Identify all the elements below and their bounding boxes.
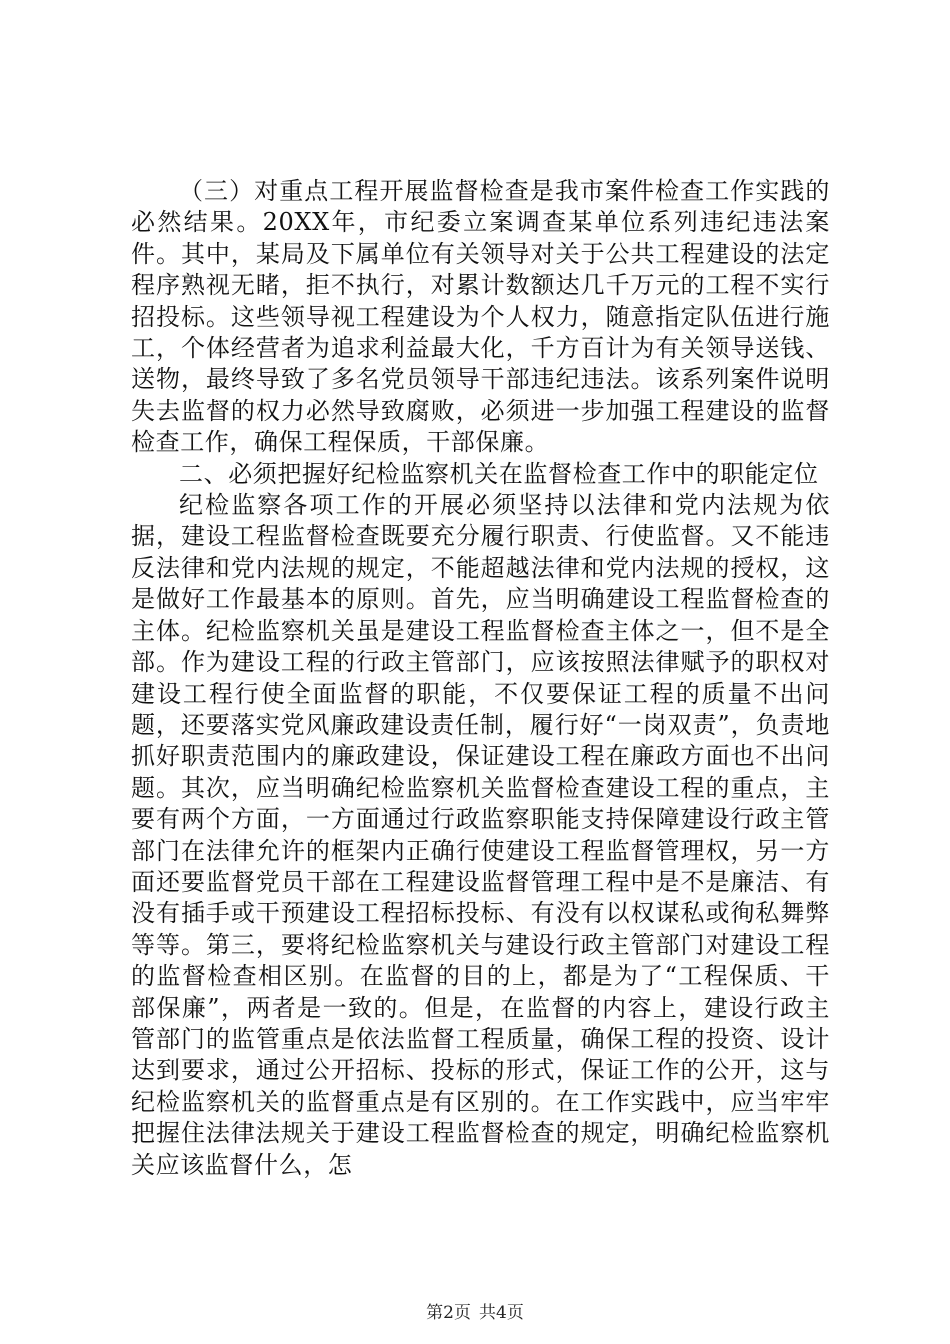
paragraph-1: （三）对重点工程开展监督检查是我市案件检查工作实践的必然结果。20XX年，市纪委立案调查某单位系列违纪违法案件。其中，某局及下属单位有关领导对关于公共工程建设的法定程序熟视无睹，拒不执行，对累计数额达几千万元的工程不实行招投标。这些领导视工程建设为个人权力，随意指定队伍进行施工，个体经营者为追求利益最大化，千方百计为有关领导送钱、送物，最终导致了多名党员领导干部违纪违法。该系列案件说明失去监督的权力必然导致腐败，必须进一步加强工程建设的监督检查工作，确保工程保质，干部保廉。: [131, 177, 830, 457]
page-number: 第2页: [426, 1303, 471, 1323]
paragraph-3: 纪检监察各项工作的开展必须坚持以法律和党内法规为依据，建设工程监督检查既要充分履行职责、行使监督。又不能违反法律和党内法规的规定，不能超越法律和党内法规的授权，这是做好工作最基本的原则。首先，应当明确建设工程监督检查的主体。纪检监察机关虽是建设工程监督检查主体之一，但不是全部。作为建设工程的行政主管部门，应该按照法律赋予的职权对建设工程行使全面监督的职能，不仅要保证工程的质量不出问题，还要落实党风廉政建设责任制，履行好“一岗双责”，负责地抓好职责范围内的廉政建设，保证建设工程在廉政方面也不出问题。其次，应当明确纪检监察机关监督检查建设工程的重点，主要有两个方面，一方面通过行政监察职能支持保障建设行政主管部门在法律允许的框架内正确行使建设工程监督管理权，另一方面还要监督党员干部在工程建设监督管理工程中是不是廉洁、有没有插手或干预建设工程招标投标、有没有以权谋私或徇私舞弊等等。第三，要将纪检监察机关与建设行政主管部门对建设工程的监督检查相区别。在监督的目的上，都是为了“工程保质、干部保廉”，两者是一致的。但是，在监督的内容上，建设行政主管部门的监管重点是依法监督工程质量，确保工程的投资、设计达到要求，通过公开招标、投标的形式，保证工作的公开，这与纪检监察机关的监督重点是有区别的。在工作实践中，应当牢牢把握住法律法规关于建设工程监督检查的规定，明确纪检监察机关应该监督什么，怎: [131, 491, 830, 1179]
document-body: [131, 176, 830, 1181]
section-heading-2: 二、必须把握好纪检监察机关在监督检查工作中的职能定位: [179, 459, 819, 488]
page-footer: [0, 1302, 950, 1324]
page-total: 共4页: [479, 1303, 524, 1323]
